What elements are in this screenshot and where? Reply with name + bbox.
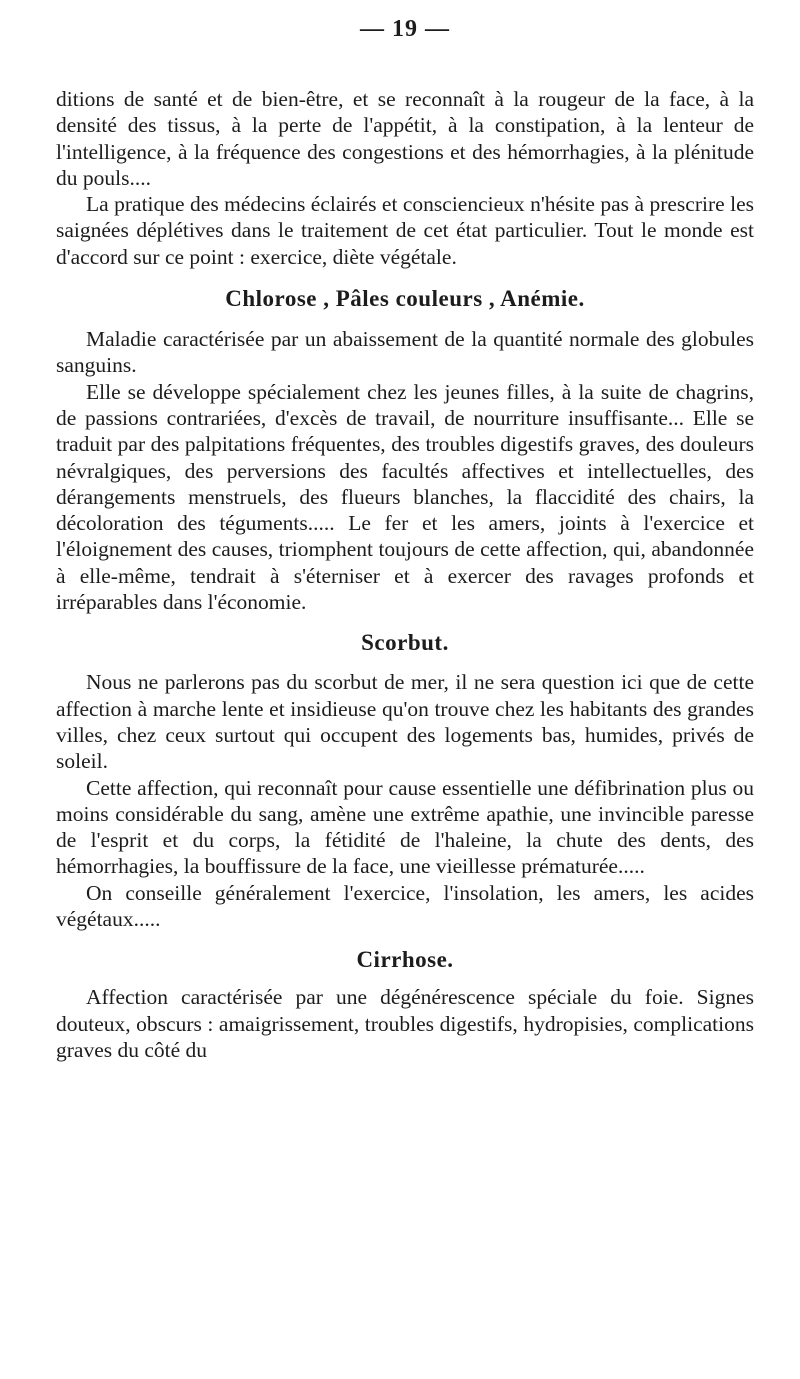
paragraph: ditions de santé et de bien-être, et se reconnaît à la rougeur de la face, à la densité des tissus, à la perte de l'appétit, à la constipation, à la lenteur de l'intelligence, à la fréquence des congestions et des hémorrhagies, à la plénitude du pouls.... [56,87,754,190]
paragraph: Cette affection, qui reconnaît pour cause essentielle une défibrination plus ou moins considérable du sang, amène une extrême apathie, une invincible paresse de l'esprit et du corps, la fétidité de l'haleine, la chute des dents, des hémorrhagies, la bouffissure de la face, une vieillesse prématurée..... [56,775,754,879]
paragraph: Affection caractérisée par une dégénérescence spéciale du foie. Signes douteux, obscurs : amaigrissement, troubles digestifs, hydropisies, complications graves du côté du [56,985,754,1062]
section-heading: Chlorose , Pâles couleurs , Anémie. [225,286,585,312]
section-continuation [56,86,754,270]
paragraph: Elle se développe spécialement chez les jeunes filles, à la suite de chagrins, de passions contrariées, d'excès de travail, de nourriture insuffisante... Elle se traduit par des palpitations fréquentes, des troubles digestifs graves, des douleurs névralgiques, des perversions des facultés affectives et intellectuelles, des dérangements menstruels, des flueurs blanches, la flaccidité des chairs, la décoloration des téguments..... Le fer et les amers, joints à l'exercice et l'éloignement des causes, triomphent toujours de cette affection, qui, abandonnée à elle-même, tendrait à s'éterniser et à exercer des ravages profonds et irréparables dans l'économie. [56,379,754,615]
paragraph: La pratique des médecins éclairés et consciencieux n'hésite pas à prescrire les saignées déplétives dans le traitement de cet état particulier. Tout le monde est d'accord sur ce point : exercice, diète végétale. [56,192,754,269]
paragraph: Maladie caractérisée par un abaissement de la quantité normale des globules sanguins. [56,327,754,378]
paragraph: On conseille généralement l'exercice, l'insolation, les amers, les acides végétaux..... [56,880,754,932]
paragraph: Nous ne parlerons pas du scorbut de mer, il ne sera question ici que de cette affection à marche lente et insidieuse qu'on trouve chez les habitants des grandes villes, chez ceux surtout qui occupent des logements bas, humides, privés de soleil. [56,670,754,774]
book-page [56,14,754,1063]
section-chlorose [56,285,754,615]
section-heading: Scorbut. [361,630,449,656]
page-number: — 19 — [360,16,450,42]
section-scorbut [56,629,754,932]
section-heading: Cirrhose. [356,947,454,973]
section-cirrhose [56,946,754,1063]
